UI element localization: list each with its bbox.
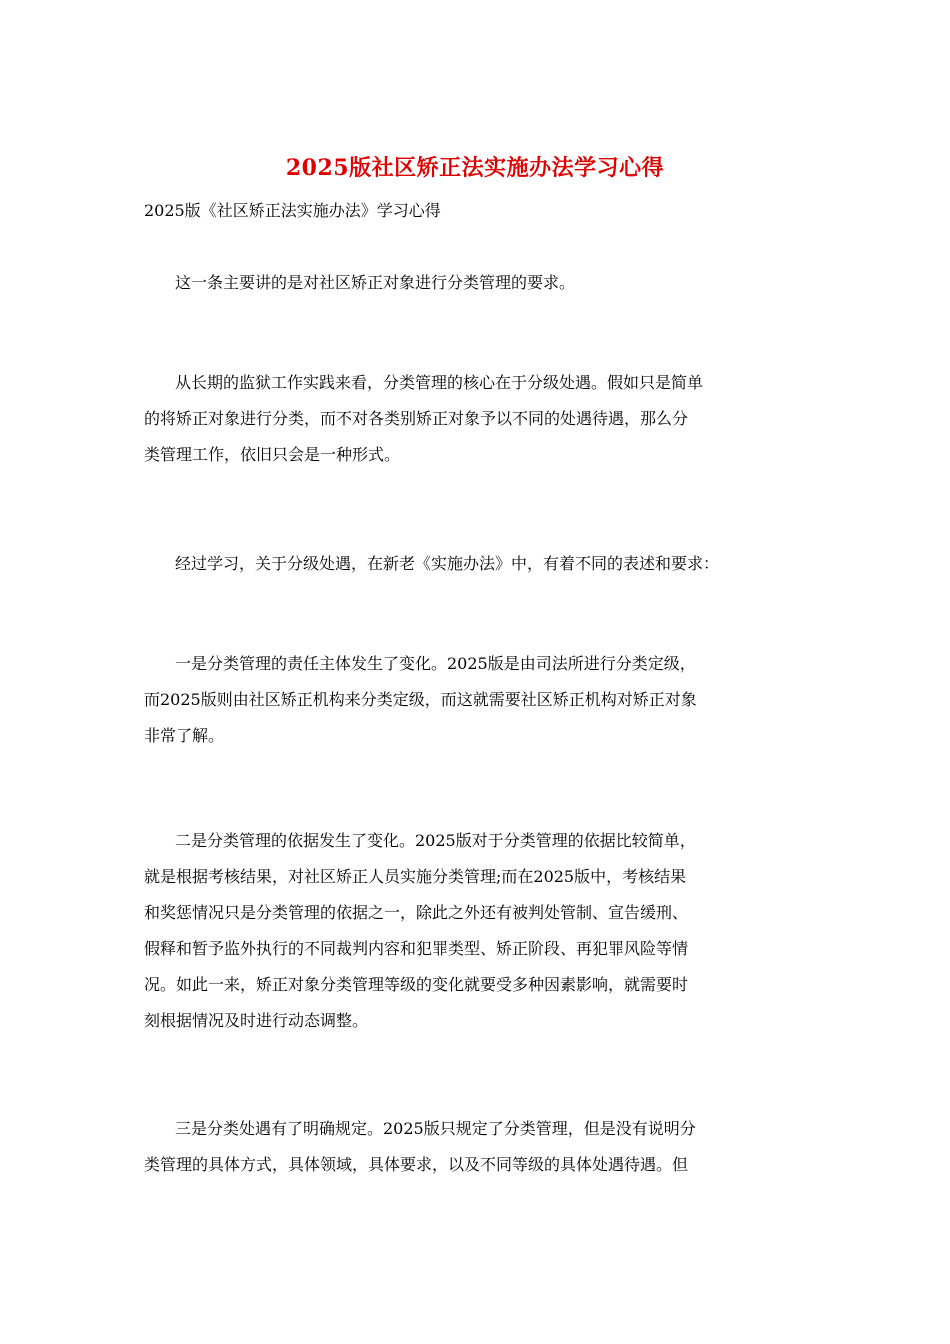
paragraph-line: 而2025版则由社区矫正机构来分类定级，而这就需要社区矫正机构对矫正对象: [144, 690, 697, 709]
paragraph-line: 和奖惩情况只是分类管理的依据之一，除此之外还有被判处管制、宣告缓刑、: [144, 903, 689, 922]
paragraph-line: 刻根据情况及时进行动态调整。: [144, 1011, 369, 1030]
paragraph-line: 类管理工作，依旧只会是一种形式。: [144, 445, 401, 464]
document-title: 2025版社区矫正法实施办法学习心得: [285, 155, 665, 181]
paragraph-4: [144, 646, 824, 754]
paragraph-line: 一是分类管理的责任主体发生了变化。2025版是由司法所进行分类定级，: [175, 654, 696, 673]
document-subtitle: 2025版《社区矫正法实施办法》学习心得: [144, 201, 441, 220]
paragraph-line: 这一条主要讲的是对社区矫正对象进行分类管理的要求。: [175, 273, 576, 292]
paragraph-line: 非常了解。: [144, 726, 225, 745]
paragraph-line: 经过学习，关于分级处遇，在新老《实施办法》中，有着不同的表述和要求：: [175, 554, 720, 573]
paragraph-line: 三是分类处遇有了明确规定。2025版只规定了分类管理，但是没有说明分: [175, 1119, 696, 1138]
paragraph-6: [144, 1111, 824, 1183]
paragraph-5: [144, 823, 824, 1039]
paragraph-3: [144, 546, 824, 582]
paragraph-1: [144, 265, 824, 301]
paragraph-line: 从长期的监狱工作实践来看，分类管理的核心在于分级处遇。假如只是简单: [175, 373, 704, 392]
paragraph-line: 况。如此一来，矫正对象分类管理等级的变化就要受多种因素影响，就需要时: [144, 975, 689, 994]
paragraph-2: [144, 365, 824, 473]
paragraph-line: 假释和暂予监外执行的不同裁判内容和犯罪类型、矫正阶段、再犯罪风险等情: [144, 939, 689, 958]
paragraph-line: 类管理的具体方式，具体领域，具体要求，以及不同等级的具体处遇待遇。但: [144, 1155, 689, 1174]
paragraph-line: 就是根据考核结果，对社区矫正人员实施分类管理;而在2025版中，考核结果: [144, 867, 687, 886]
paragraph-line: 二是分类管理的依据发生了变化。2025版对于分类管理的依据比较简单，: [175, 831, 696, 850]
paragraph-line: 的将矫正对象进行分类，而不对各类别矫正对象予以不同的处遇待遇，那么分: [144, 409, 689, 428]
